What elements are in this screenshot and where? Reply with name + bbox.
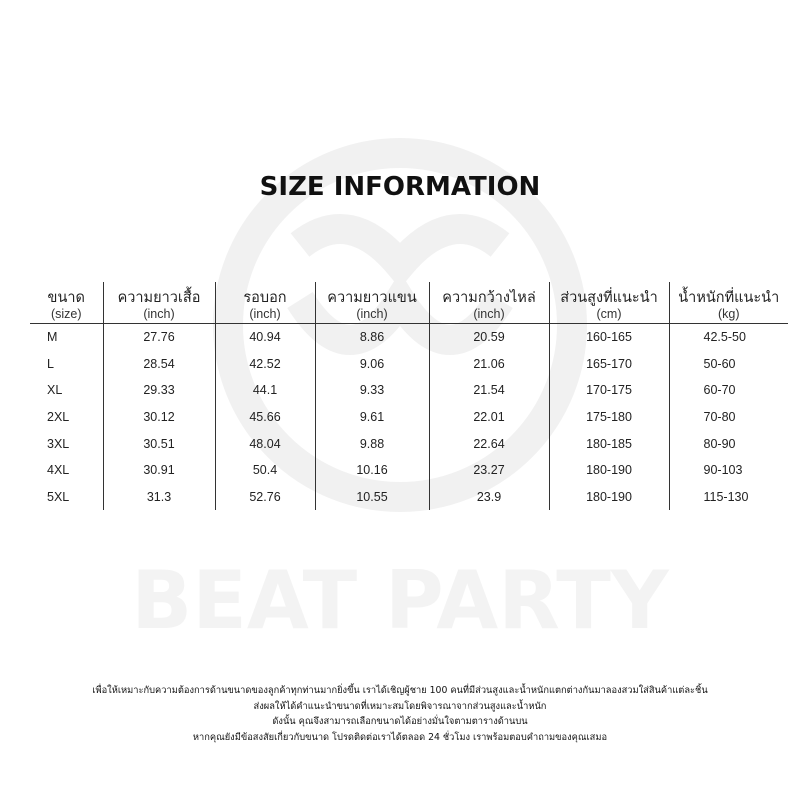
- table-row: [30, 324, 788, 351]
- table-cell: 2XL: [47, 410, 70, 425]
- table-row: [30, 430, 788, 457]
- table-cell: 175-180: [549, 404, 669, 431]
- table-row: [30, 484, 788, 511]
- table-cell: 160-165: [549, 324, 669, 351]
- table-cell: 5XL: [47, 489, 70, 504]
- table-header-row: [30, 282, 788, 324]
- page-title: SIZE INFORMATION: [259, 172, 541, 202]
- table-cell: 21.54: [429, 377, 549, 404]
- table-cell: 30.12: [103, 404, 215, 431]
- table-cell: 40.94: [215, 324, 315, 351]
- table-cell: 23.9: [429, 484, 549, 511]
- table-row: [30, 377, 788, 404]
- table-cell: 22.01: [429, 404, 549, 431]
- table-cell: 52.76: [215, 484, 315, 511]
- table-cell: 30.51: [103, 430, 215, 457]
- watermark-text: BEAT PARTY: [131, 554, 669, 647]
- table-cell: 10.16: [315, 457, 429, 484]
- table-cell: 31.3: [103, 484, 215, 511]
- column-header-chest: รอบอก (inch): [215, 282, 315, 324]
- note-line: ส่งผลให้ได้คำแนะนำขนาดที่เหมาะสมโดยพิจารณาจากส่วนสูงและน้ำหนัก: [253, 700, 547, 712]
- table-cell: M: [47, 330, 58, 345]
- column-header-shoulder: ความกว้างไหล่ (inch): [429, 282, 549, 324]
- table-cell: 21.06: [429, 351, 549, 378]
- table-cell: 115-130: [669, 484, 788, 511]
- column-header-sleeve: ความยาวแขน (inch): [315, 282, 429, 324]
- table-cell: 4XL: [47, 463, 70, 478]
- table-cell: 70-80: [669, 404, 788, 431]
- size-table: [30, 282, 788, 510]
- note-line: หากคุณยังมีข้อสงสัยเกี่ยวกับขนาด โปรดติดต่อเราได้ตลอด 24 ชั่วโมง เราพร้อมตอบคำถามของคุณเสมอ: [192, 731, 608, 743]
- table-row: [30, 404, 788, 431]
- column-header-height: ส่วนสูงที่แนะนำ (cm): [549, 282, 669, 324]
- table-cell: 50.4: [215, 457, 315, 484]
- table-cell: 180-190: [549, 484, 669, 511]
- size-notes: [0, 683, 800, 745]
- note-line: เพื่อให้เหมาะกับความต้องการด้านขนาดของลูกค้าทุกท่านมากยิ่งขึ้น เราได้เชิญผู้ชาย 100 คนที่มีส่วนสูงและน้ำหนักแตกต่างกันมาลองสวมใส่สินค้าแต่ละชิ้น: [92, 685, 708, 696]
- table-cell: 9.88: [315, 430, 429, 457]
- table-row: [30, 457, 788, 484]
- table-cell: 22.64: [429, 430, 549, 457]
- table-cell: 9.33: [315, 377, 429, 404]
- table-cell: 10.55: [315, 484, 429, 511]
- table-cell: 42.52: [215, 351, 315, 378]
- table-cell: 80-90: [669, 430, 788, 457]
- table-cell: 3XL: [47, 436, 70, 451]
- table-cell: 29.33: [103, 377, 215, 404]
- table-cell: 23.27: [429, 457, 549, 484]
- table-row: [30, 351, 788, 378]
- table-cell: 27.76: [103, 324, 215, 351]
- table-cell: 90-103: [669, 457, 788, 484]
- table-cell: 28.54: [103, 351, 215, 378]
- table-cell: 170-175: [549, 377, 669, 404]
- table-cell: 180-185: [549, 430, 669, 457]
- table-cell: 42.5-50: [669, 324, 788, 351]
- table-cell: 9.61: [315, 404, 429, 431]
- table-cell: 48.04: [215, 430, 315, 457]
- table-cell: 165-170: [549, 351, 669, 378]
- table-cell: 20.59: [429, 324, 549, 351]
- note-line: ดังนั้น คุณจึงสามารถเลือกขนาดได้อย่างมั่นใจตามตารางด้านบน: [272, 716, 528, 727]
- table-cell: 50-60: [669, 351, 788, 378]
- table-cell: L: [47, 356, 54, 371]
- column-header-weight: น้ำหนักที่แนะนำ (kg): [669, 282, 788, 324]
- table-cell: 45.66: [215, 404, 315, 431]
- table-cell: 44.1: [215, 377, 315, 404]
- table-cell: 9.06: [315, 351, 429, 378]
- column-header-size: ขนาด (size): [47, 290, 85, 321]
- table-cell: 30.91: [103, 457, 215, 484]
- table-cell: XL: [47, 383, 63, 398]
- table-cell: 180-190: [549, 457, 669, 484]
- table-cell: 8.86: [315, 324, 429, 351]
- table-cell: 60-70: [669, 377, 788, 404]
- column-header-length: ความยาวเสื้อ (inch): [103, 282, 215, 324]
